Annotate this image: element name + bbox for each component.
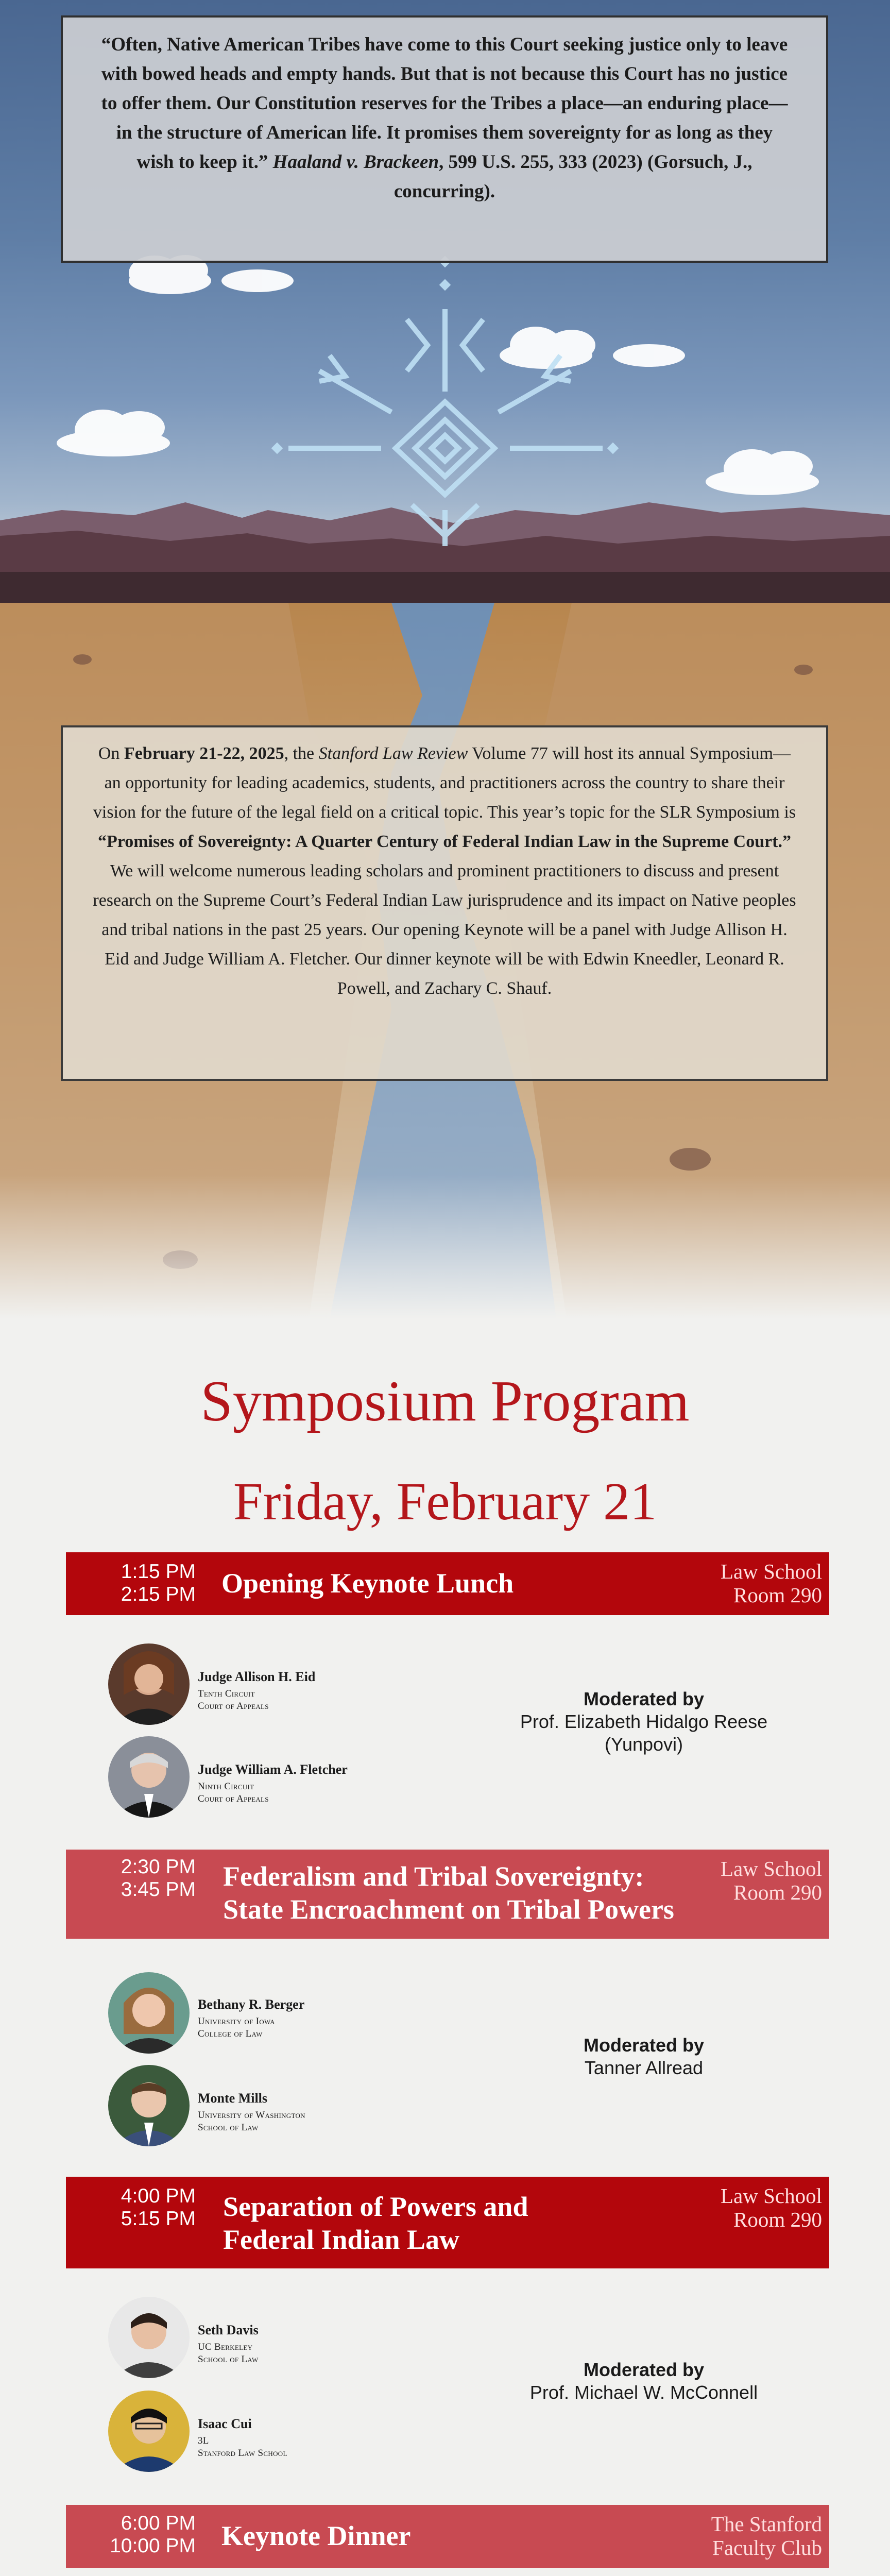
speaker-affiliation: University of Iowa [198,2016,275,2027]
intro-box [61,725,828,1081]
avatar [108,1972,190,2054]
quote-case: Haaland v. Brackeen [272,151,439,173]
session-2-room-2: Room 290 [733,1880,822,1904]
session-3-header [66,2177,829,2268]
moderator-name-2: (Yunpovi) [604,1734,683,1755]
session-3-end: 5:15 PM [121,2208,196,2230]
speaker-affiliation: Ninth Circuit [198,1781,254,1792]
avatar [108,1643,190,1725]
moderator-block [464,2034,824,2079]
session-3-title-line-1: Separation of Powers and [223,2191,528,2222]
session-4-start: 6:00 PM [121,2512,196,2534]
speaker-affiliation: School of Law [198,2354,259,2365]
session-1-header [66,1552,829,1615]
moderator-label: Moderated by [583,2359,705,2380]
session-4-end: 10:00 PM [110,2535,196,2557]
moderator-block [464,1688,824,1756]
intro-text-3: Volume 77 will host its annual Symposium—an opportunity for leading academics, students, and practitioners across the country to share their vision for the future of the legal field on a critical topic. This year’s topic for the SLR Symposium is [93,744,796,822]
avatar [108,2391,190,2472]
avatar [108,2065,190,2146]
moderator-label: Moderated by [583,1688,705,1709]
speaker-name: Judge Allison H. Eid [198,1669,316,1684]
speaker-affiliation: University of Washington [198,2110,305,2121]
moderator-name: Tanner Allread [584,2057,704,2078]
intro-text-1: On [98,744,124,763]
speaker-affiliation: 3L [198,2435,209,2446]
intro-text-4: We will welcome numerous leading scholars and prominent practitioners to discuss and present research on the Supreme Court’s Federal Indian Law jurisprudence and its impact on Native peoples and tribal nations in the past 25 years. Our opening Keynote will be a panel with Judge Allison H. Eid and Judge William A. Fletcher. Our dinner keynote will be with Edwin Kneedler, Leonard R. Powell, and Zachary C. Shauf. [93,861,796,998]
program-title: Symposium Program [200,1369,690,1433]
session-2-title-line-2: State Encroachment on Tribal Powers [223,1894,674,1925]
session-4-header [66,2505,829,2568]
quote-cite: , 599 U.S. 255, 333 (2023) (Gorsuch, J., concurring). [393,151,752,202]
speaker-affiliation: Court of Appeals [198,1701,269,1711]
session-2-header [66,1850,829,1939]
session-3-start: 4:00 PM [121,2185,196,2207]
session-3-room-2: Room 290 [733,2208,822,2231]
avatar [108,1736,190,1818]
speaker-affiliation: Stanford Law School [198,2448,287,2459]
session-1-start: 1:15 PM [121,1561,196,1583]
session-3-room-1: Law School [721,2184,822,2208]
avatar [108,2297,190,2378]
session-1-title: Opening Keynote Lunch [221,1568,514,1599]
session-2-room-1: Law School [721,1857,822,1880]
speaker-name: Monte Mills [198,2091,268,2106]
session-1-room-2: Room 290 [733,1583,822,1607]
speaker-affiliation: Court of Appeals [198,1793,269,1804]
session-3-title-line-2: Federal Indian Law [223,2224,460,2255]
session-1-room-1: Law School [721,1560,822,1583]
day-title: Friday, February 21 [233,1472,657,1531]
speaker-name: Isaac Cui [198,2416,252,2431]
session-4-title: Keynote Dinner [221,2520,411,2551]
session-1-end: 2:15 PM [121,1583,196,1605]
session-2-end: 3:45 PM [121,1878,196,1901]
speaker-affiliation: UC Berkeley [198,2342,253,2352]
intro-text-2: , the [284,744,319,763]
quote-text: “Often, Native American Tribes have come to this Court seeking justice only to leave with bowed heads and empty hands. But that is not because this Court has no justice to offer them. Our Constitution reserves for the Tribes a place—an enduring place—in the structure of American life. It promises them sovereignty for as long as they wish to keep it.” [101,34,788,173]
speaker-name: Seth Davis [198,2323,259,2337]
speaker-name: Judge William A. Fletcher [198,1762,348,1777]
moderator-name: Prof. Elizabeth Hidalgo Reese [520,1711,768,1732]
session-4-room-2: Faculty Club [712,2536,822,2560]
session-4-room-1: The Stanford [711,2512,822,2536]
intro-dates: February 21-22, 2025 [124,744,284,763]
moderator-label: Moderated by [583,2035,705,2056]
speaker-name: Bethany R. Berger [198,1997,305,2012]
speaker-affiliation: Tenth Circuit [198,1688,255,1699]
moderator-name: Prof. Michael W. McConnell [529,2382,758,2403]
session-2-start: 2:30 PM [121,1856,196,1878]
session-2-title-line-1: Federalism and Tribal Sovereignty: [223,1861,644,1892]
intro-topic: “Promises of Sovereignty: A Quarter Century of Federal Indian Law in the Supreme Court.” [97,832,792,851]
speaker-affiliation: College of Law [198,2028,263,2039]
intro-journal: Stanford Law Review [318,744,468,763]
moderator-block [464,2359,824,2404]
speaker-affiliation: School of Law [198,2122,259,2133]
quote-box [61,15,828,263]
